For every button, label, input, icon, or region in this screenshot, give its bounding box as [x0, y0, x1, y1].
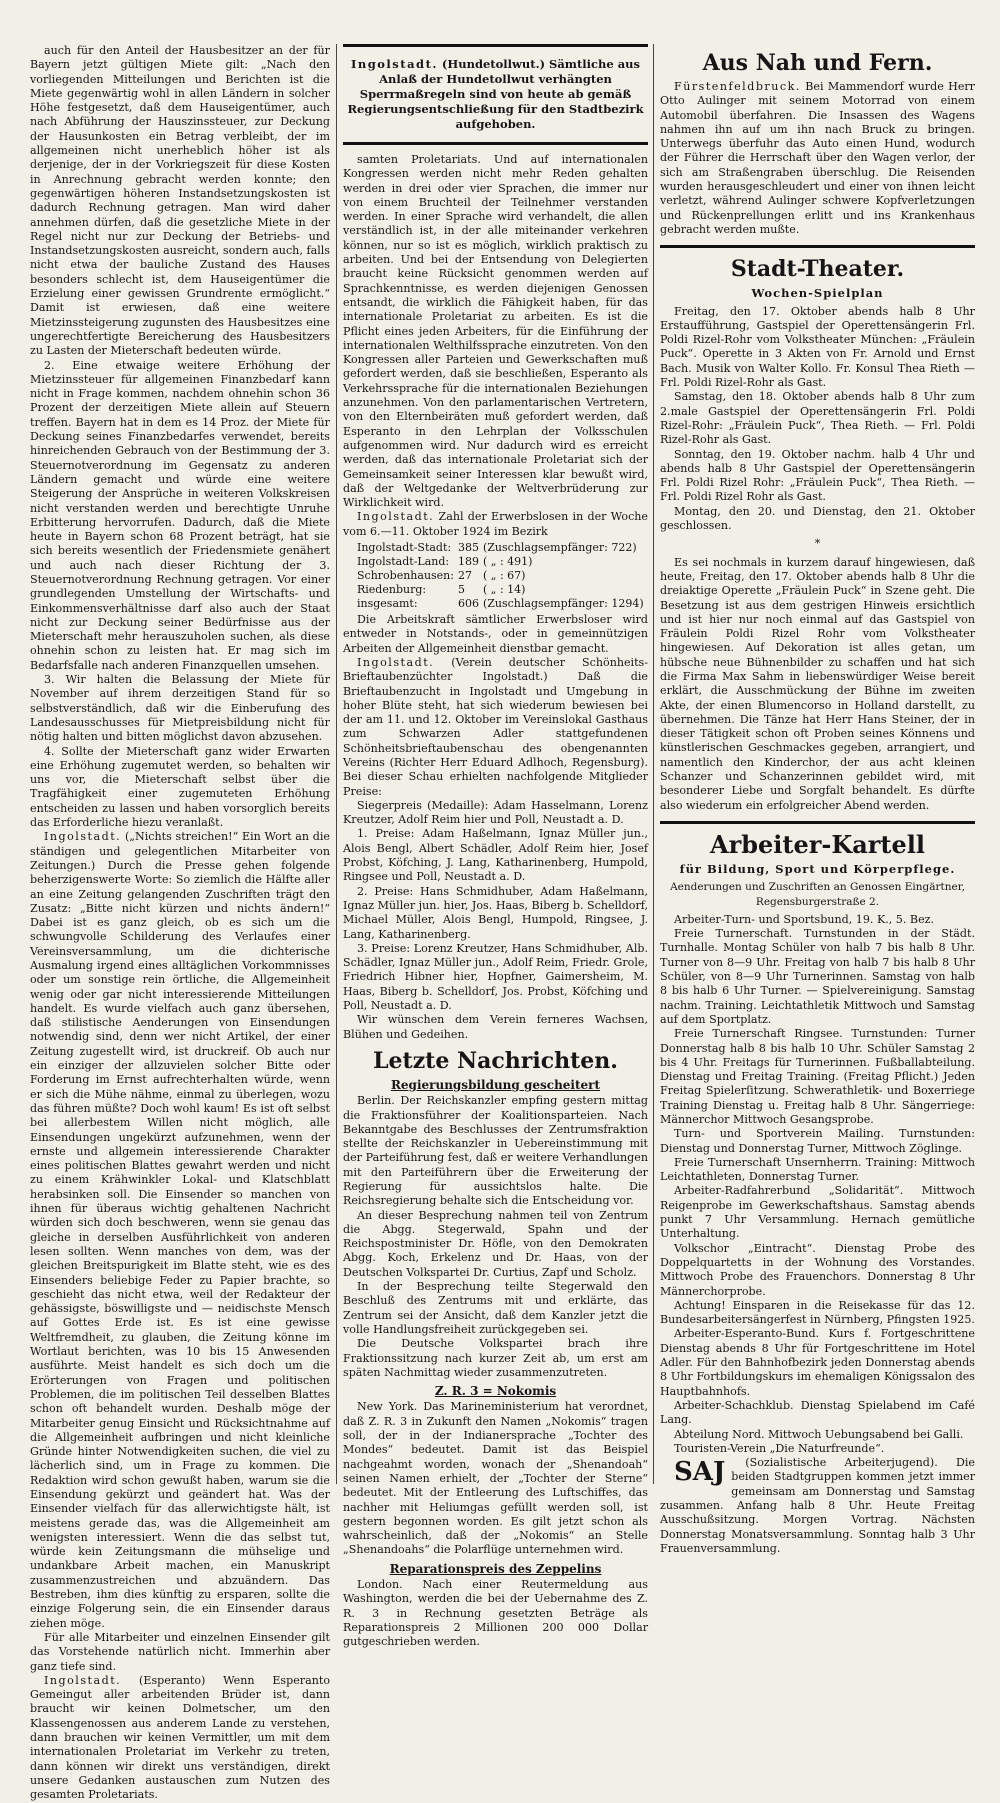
list-item: Achtung! Einsparen in die Reisekasse für das 12. Bundesarbeitersängerfest in Nürnberg, Pfingsten 1925.	[660, 1298, 975, 1327]
column-rule	[336, 44, 337, 1484]
headline-reparationspreis: Reparationspreis des Zeppelins	[389, 1561, 602, 1576]
article-esperanto: Ingolstadt. (Esperanto) Wenn Esperanto Gemeingut aller arbeitenden Brüder ist, dann braucht wir keinen Dolmetscher, um den Klassengenossen aus anderem Lande zu verstehen, dann brauchen wir keinen Vermittler, um mit dem internationalen Proletariat im Verkehr zu treten, dann können wir direkt uns verständigen, direkt unsere Gedanken austauschen zum Nutzen des gesamten Proletariats.	[30, 1673, 330, 1802]
table-row: Schrobenhausen: 27 ( „ : 67)	[357, 569, 526, 583]
article-brieftauben: Ingolstadt. (Verein deutscher Schönheits-Brieftaubenzüchter Ingolstadt.) Daß die Brieftaubenzucht in Ingolstadt und Umgebung in hoher Blüte steht, hat sich wiederum bewiesen bei der am 11. und 12. Oktober im Vereinslokal Gasthaus zum Schwarzen Adler stattgefundenen Schönheitsbrieftaubenschau des obengenannten Vereins (Richter Herr Eduard Adlhoch, Regensburg). Bei dieser Schau erhielten nachfolgende Mitglieder Preise:	[343, 655, 648, 798]
column-right	[660, 44, 975, 1555]
section-title-arbeiter-kartell: Arbeiter-Kartell	[709, 829, 926, 859]
dateline: Ingolstadt.	[357, 655, 435, 669]
article-paragraph: 1. Preise: Adam Haßelmann, Ignaz Müller jun., Alois Bengl, Albert Schädler, Adolf Reim hier, Josef Probst, Köfching, J. Lang, Katharinenberg, Humpold, Ringsee und Poll, Neustadt a. D.	[343, 827, 648, 884]
list-item: Arbeiter-Esperanto-Bund. Kurs f. Fortgeschrittene Dienstag abends 8 Uhr für Fortgeschrittene im Hotel Adler. Für den Bahnhofbezirk jeden Donnerstag abends 8 Uhr Fortbildungskurs im ehemaligen Königssalon des Hauptbahnhofs.	[660, 1327, 975, 1398]
article-paragraph: New York. Das Marineministerium hat verordnet, daß Z. R. 3 in Zukunft den Namen „Nokomis“ tragen soll, der in der Indianersprache „Tochter des Mondes“ bedeutet. Damit ist das Beispiel nachgeahmt worden, wonach der „Shenandoah“ seinen Namen erhielt, der „Tochter der Sterne“ bedeutet. Mit der Entleerung des Luftschiffes, das nachher mit Heliumgas gefüllt werden soll, ist gestern begonnen worden. Es gilt jetzt schon als wahrscheinlich, daß der „Nokomis“ an Stelle „Shenandoahs“ die Polarflüge unternehmen wird.	[343, 1400, 648, 1557]
list-item: Arbeiter-Radfahrerbund „Solidarität“. Mittwoch Reigenprobe im Gewerkschaftshaus. Samstag abends punkt 7 Uhr Versammlung. Hernach gemütliche Unterhaltung.	[660, 1184, 975, 1241]
notice-hundetollwut: Ingolstadt. (Hundetollwut.) Sämtliche aus Anlaß der Hundetollwut verhängten Sperrmaßregeln sind von heute ab gemäß Regierungsentschließung für den Stadtbezirk aufgehoben.	[343, 44, 648, 145]
article-paragraph: samten Proletariats. Und auf internationalen Kongressen werden nicht mehr Reden gehalten werden in drei oder vier Sprachen, die immer nur von einem Bruchteil der Teilnehmer verstanden werden. In einer Sprache wird verhandelt, die allen verständlich ist, in der alle miteinander verkehren können, nur so ist es möglich, wirklich praktisch zu arbeiten. Und bei der Entsendung von Delegierten braucht keine Rücksicht genommen werden auf Sprachkenntnisse, es werden diejenigen Genossen entsandt, die wirklich die Fähigkeit haben, für das internationale Proletariat zu arbeiten. Es ist die Pflicht eines jeden Arbeiters, für die Einführung der internationalen Welthilfssprache einzutreten. Von den Kongressen aller Parteien und Gewerkschaften muß gefordert werden, daß sie beschließen, Esperanto als Verkehrssprache für die internationalen Beziehungen anzunehmen. Von den parlamentarischen Vertretern, von den Elternbeiräten muß gefordert werden, daß Esperanto in den Lehrplan der Volksschulen aufgenommen wird. Nur dadurch wird es erreicht werden, daß das internationale Proletariat sich der Gemeinsamkeit seiner Interessen klar bewußt wird, daß der Weltgedanke der Weltverbrüderung zur Wirklichkeit wird.	[343, 153, 648, 510]
article-nichts-streichen: Ingolstadt. („Nichts streichen!“ Ein Wort an die ständigen und gelegentlichen Mitarbeiter von Zeitungen.) Durch die Presse gehen folgende beherzigenswerte Worte: So ziemlich die Hälfte aller an eine Zeitung gelangenden Zuschriften trägt den Zusatz: „Bitte nicht kürzen und nichts ändern!“ Dabei ist es ganz gleich, ob es sich um die schwungvolle Schilderung des Verlaufes einer Vereinsversammlung, um die dichterische Ausmalung irgend eines alltäglichen Vorkommnisses oder um sonstige rein örtliche, die Allgemeinheit wenig oder gar nicht interessierende Mitteilungen handelt. Es wurde vielfach auch ganz übersehen, daß stilistische Aenderungen von Einsendungen notwendig sind, denn wer nicht Artikel, der einer Zeitung zugestellt wird, ist druckreif. Ob auch nur ein einziger der allzuvielen solcher Bitte oder Forderung im Ernst aufrechterhalten würde, wenn er sich die Mühe nähme, einmal zu überlegen, wozu das führen müßte? Doch wohl kaum! Es ist oft selbst bei allerbestem Willen nicht möglich, alle Einsendungen ungekürzt aufzunehmen, wenn der ernste und allgemein interessierende Charakter eines politischen Blattes gewahrt werden und nicht zu einem Krähwinkler Lokal- und Klatschblatt herabsinken soll. Die Einsender so manchen von ihnen für überaus wichtig gehaltenen Nachricht würden sich doch beschweren, wenn sie genau das gleiche in derselben Ausführlichkeit von anderen lesen sollten. Wenn manches von dem, was der gleichen Breitspurigkeit im Blatte steht, wie es des Einsenders beliebige Feder zu Papier brachte, so geschieht das nicht etwa, weil der Redakteur der gehässigste, böswilligste und — neidischste Mensch auf Gottes Erde ist. Es ist eine gewisse Weltfremdheit, zu glauben, die Zeitung könne im Wortlaut berichten, was 10 bis 15 Anwesenden ausführte. Meist handelt es sich doch um die Erörterungen von Fragen und politischen Problemen, die im politischen Teil desselben Blattes schon oft behandelt wurden. Deshalb möge der Mitarbeiter genug Einsicht und Rücksichtnahme auf die Allgemeinheit aufbringen und nicht kleinliche Gründe hinter Notwendigkeiten suchen, die viel zu lächerlich sind, um in Frage zu kommen. Die Redaktion wird schon gewußt haben, warum sie die Einsendung gekürzt und geändert hat. Was der Einsender vielfach für das allerwichtigste hält, ist meistens gerade das, was die Allgemeinheit am wenigsten interessiert. Wenn die das selbst tut, würde kein Zeitungsmann die mühselige und undankbare Arbeit machen, ein Manuskript zusammenzustreichen und abzuändern. Das Bestreben, ihm dies künftig zu ersparen, sollte die einzige Folgerung sein, die ein Einsender daraus ziehen möge.	[30, 830, 330, 1630]
list-item: Abteilung Nord. Mittwoch Uebungsabend bei Galli.	[674, 1427, 964, 1441]
article-paragraph: 2. Eine etwaige weitere Erhöhung der Mietzinssteuer für allgemeinen Finanzbedarf kann nicht in Frage kommen, nachdem ohnehin schon 36 Prozent der derzeitigen Miete allein auf Steuern treffen. Bayern hat in dem es 14 Proz. der Miete für Deckung seines Finanzbedarfes verwendet, bereits hinreichenden Gebrauch von der Bestimmung der 3. Steuernotverordnung im Gegensatz zu anderen Ländern gemacht und würde eine weitere Steigerung der Ansprüche in weiteren Volkskreisen nicht verstanden werden und berechtigte Unruhe Erbitterung hervorrufen. Dadurch, daß die Miete heute in Bayern schon 68 Prozent beträgt, hat sie sich bereits wesentlich der Friedensmiete genähert und auch nach dieser Richtung der 3. Steuernotverordnung Rechnung getragen. Vor einer grundlegenden Umstellung der Wirtschafts- und Einkommensverhältnisse darf also auch der Staat nicht zur Deckung seiner Bedürfnisse aus der Mieterschaft mehr herauszuholen suchen, als diese ohnehin schon zu leisten hat. Er mag sich im Bedarfsfalle nach anderen Finanzquellen umsehen.	[30, 358, 330, 672]
list-item: Freie Turnerschaft Unsernherrn. Training: Mittwoch Leichtathleten, Donnerstag Turner.	[660, 1155, 975, 1184]
table-row: Ingolstadt-Stadt: 385 (Zuschlagsempfänger: 722)	[357, 541, 637, 555]
section-title-letzte-nachrichten: Letzte Nachrichten.	[373, 1047, 618, 1074]
article-paragraph: Die Deutsche Volkspartei brach ihre Fraktionssitzung nach kurzer Zeit ab, um erst am späten Nachmittag wieder zusammenzutreten.	[343, 1337, 648, 1379]
article-paragraph: Wir wünschen dem Verein ferneres Wachsen, Blühen und Gedeihen.	[343, 1013, 648, 1041]
schedule-entry: Samstag, den 18. Oktober abends halb 8 Uhr zum 2.male Gastspiel der Operettensängerin Frl. Poldi Rizel-Rohr: „Fräulein Puck“, Thea Rieth. — Frl. Poldi Rizel-Rohr als Gast.	[660, 390, 975, 447]
article-paragraph: Siegerpreis (Medaille): Adam Hasselmann, Lorenz Kreutzer, Adolf Reim hier und Poll, Neustadt a. D.	[343, 798, 648, 827]
column-middle	[343, 44, 648, 1649]
list-item-saj: SAJ (Sozialistische Arbeiterjugend). Die beiden Stadtgruppen kommen jetzt immer gemeinsam am Donnerstag und Samstag zusammen. Anfang halb 8 Uhr. Heute Freitag Ausschußsitzung. Morgen Vortrag. Nächsten Donnerstag Monatsversammlung. Sonntag halb 3 Uhr Frauenversammlung.	[660, 1456, 975, 1555]
section-divider	[660, 245, 975, 248]
saj-logo: SAJ	[674, 1457, 726, 1488]
article-paragraph: 3. Wir halten die Belassung der Miete für November auf ihrem derzeitigen Stand für so selbstverständlich, daß wir die Einberufung des Landesausschusses für Mietpreisbildung nicht für nötig halten und bitten möglichst davon abzusehen.	[30, 673, 330, 744]
article-paragraph: Es sei nochmals in kurzem darauf hingewiesen, daß heute, Freitag, den 17. Oktober abends halb 8 Uhr die dreiaktige Operette „Fräulein Puck“ in Szene geht. Die Besetzung ist aus dem gestrigen Hinweis ersichtlich und ist hier nur noch einmal auf das Gastspiel von Fräulein Poldi Rizel Rohr vom Volkstheater hingewiesen. Auf Dekoration ist alles getan, um hübsche neue Bühnenbilder zu schaffen und hat sich die Firma Max Sahm in liebenswürdiger Weise bereit erklärt, die Ausschmückung der Bühne im zweiten Akte, der einen Blumencorso in Holland darstellt, zu übernehmen. Die Tänze hat Herr Hans Steiner, der in dieser Tätigkeit schon oft Proben seines Könnens und künstlerischen Geschmackes gegeben, arrangiert, und namentlich den Kinderchor, der aus acht kleinen Schanzer und Schanzerinnen gebildet wird, mit besonderer Liebe und Sorgfalt behandelt. Es dürfte also wiederum ein erfolgreicher Abend werden.	[660, 555, 975, 812]
article-erwerbslose: Ingolstadt. Zahl der Erwerbslosen in der Woche vom 6.—11. Oktober 1924 im Bezirk	[343, 510, 648, 538]
section-title-aus-nah-und-fern: Aus Nah und Fern.	[702, 50, 933, 76]
table-row: Riedenburg: 5 ( „ : 14)	[357, 583, 526, 597]
article-paragraph: Für alle Mitarbeiter und einzelnen Einsender gilt das Vorstehende natürlich nicht. Immerhin aber ganz tiefe sind.	[30, 1630, 330, 1673]
list-item: Volkschor „Eintracht“. Dienstag Probe des Doppelquartetts in der Wohnung des Vorstandes. Mittwoch Probe des Frauenchors. Donnerstag 8 Uhr Männerchorprobe.	[660, 1241, 975, 1298]
dateline: Ingolstadt.	[44, 1673, 122, 1687]
headline-zr3-nokomis: Z. R. 3 = Nokomis	[434, 1384, 557, 1399]
list-item: Turn- und Sportverein Mailing. Turnstunden: Dienstag und Donnerstag Turner, Mittwoch Zöglinge.	[660, 1127, 975, 1155]
article-paragraph: In der Besprechung teilte Stegerwald den Beschluß des Zentrums mit und erklärte, das Zentrum sei der Ansicht, daß dem Kanzler jetzt die volle Handlungsfreiheit zurückgegeben sei.	[343, 1280, 648, 1336]
schedule-entry: Sonntag, den 19. Oktober nachm. halb 4 Uhr und abends halb 8 Uhr Gastspiel der Operettensängerin Frl. Poldi Rizel Rohr: „Fräulein Puck“, Thea Rieth. — Frl. Poldi Rizel Rohr als Gast.	[660, 447, 975, 504]
article-fuerstenfeldbruck: Fürstenfeldbruck. Bei Mammendorf wurde Herr Otto Aulinger mit seinem Motorrad von einem Automobil überfahren. Die Insassen des Wagens nahmen ihn auf um ihn nach Bruck zu bringen. Unterwegs überfuhr das Auto einen Hund, wodurch der Führer die Herrschaft über den Wagen verlor, der sich am Straßengraben überschlug. Die Reisenden wurden herausgeschleudert und einer von ihnen leicht verletzt, während Aulinger schwere Kopfverletzungen und Rückenprellungen erlitt und ins Krankenhaus gebracht werden mußte.	[660, 80, 975, 236]
section-divider	[660, 821, 975, 824]
table-row: Ingolstadt-Land: 189 ( „ : 491)	[357, 555, 533, 569]
article-paragraph: Berlin. Der Reichskanzler empfing gestern mittag die Fraktionsführer der Koalitionsparteien. Nach Bekanntgabe des Beschlusses der Zentrumsfraktion stellte der Reichskanzler in Uebereinstimmung mit der Parteiführung fest, daß er weitere Verhandlungen mit den Parteiführern über die Erweiterung der Regierung für aussichtslos halte. Die Reichsregierung behalte sich die Entscheidung vor.	[343, 1094, 648, 1208]
section-title-stadt-theater: Stadt-Theater.	[730, 256, 905, 283]
list-item: Arbeiter-Schachklub. Dienstag Spielabend im Café Lang.	[660, 1398, 975, 1427]
headline-regierungsbildung: Regierungsbildung gescheitert	[390, 1077, 601, 1092]
article-paragraph: 4. Sollte der Mieterschaft ganz wider Erwarten eine Erhöhung zugemutet werden, so behalten wir uns vor, die Mieterschaft selbst über die Tragfähigkeit einer zugemuteten Erhöhung entscheiden zu lassen und haben vorsorglich bereits das Erforderliche hiezu veranlaßt.	[30, 744, 330, 830]
column-left	[30, 44, 330, 1802]
list-item: Freie Turnerschaft Ringsee. Turnstunden: Turner Donnerstag halb 8 bis halb 10 Uhr. Schüler Samstag 2 bis 4 Uhr. Freitags für Turnerinnen. Fußballabteilung. Dienstag und Freitag Training. (Freitag Pflicht.) Jeden Freitag Spielerſitzung. Schwerathletik- und Boxerriege Training Dienstag u. Freitag halb 8 Uhr. Sängerriege: Männerchor Mittwoch Gesangsprobe.	[660, 1027, 975, 1126]
schedule-entry: Montag, den 20. und Dienstag, den 21. Oktober geschlossen.	[660, 504, 975, 533]
article-paragraph: 3. Preise: Lorenz Kreutzer, Hans Schmidhuber, Alb. Schädler, Ignaz Müller jun., Adolf Reim, Friedr. Grole, Friedrich Hibner hier, Hopfner, Gaimersheim, M. Haas, Biberg b. Schelldorf, Jos. Probst, Köfching und Poll, Neustadt a. D.	[343, 941, 648, 1013]
list-item: Freie Turnerschaft. Turnstunden in der Städt. Turnhalle. Montag Schüler von halb 7 bis halb 8 Uhr. Turner von 8—9 Uhr. Freitag von halb 7 bis halb 8 Uhr Schüler, von 8—9 Uhr Turnerinnen. Samstag von halb 8 bis halb 6 Uhr Turner. — Spielvereinigung. Samstag nachm. Training. Leichtathletik Mittwoch und Samstag auf dem Sportplatz.	[660, 927, 975, 1026]
schedule-entry: Freitag, den 17. Oktober abends halb 8 Uhr Erstaufführung, Gastspiel der Operettensängerin Frl. Poldi Rizel-Rohr vom Volkstheater München: „Fräulein Puck“. Operette in 3 Akten von Fr. Arnold und Ernst Bach. Musik von Walter Kollo. Fr. Konsul Thea Rieth — Frl. Poldi Rizel-Rohr als Gast.	[660, 304, 975, 390]
subtitle-kartell: für Bildung, Sport und Körperpflege.	[679, 861, 956, 876]
dateline: Ingolstadt.	[357, 510, 435, 524]
article-paragraph: An dieser Besprechung nahmen teil von Zentrum die Abgg. Stegerwald, Spahn und der Reichspostminister Dr. Höfle, von den Demokraten Abgg. Koch, Erkelenz und Dr. Haas, von der Deutschen Volkspartei Dr. Curtius, Zapf und Scholz.	[343, 1208, 648, 1279]
subtitle-wochen-spielplan: Wochen-Spielplan	[751, 286, 884, 301]
unemployment-table	[357, 541, 648, 611]
kartell-note: Aenderungen und Zuschriften an Genossen Eingärtner, Regensburgerstraße 2.	[670, 881, 965, 908]
column-rule	[653, 44, 654, 1484]
article-paragraph: auch für den Anteil der Hausbesitzer an der für Bayern jetzt gültigen Miete gilt: „Nach den vorliegenden Mitteilungen und Berichten ist die Miete gegenwärtig wohl in allen Ländern in solcher Höhe festgesetzt, daß dem Hauseigentümer, auch nach Abführung der Hauszinssteuer, zur Deckung der Hausunkosten ein Betrag verbleibt, der im allgemeinen nicht unerheblich höher ist als derjenige, der in der Vorkriegszeit für diese Kosten in Anrechnung gebracht werden konnte; den gegenwärtigen höheren Instandsetzungskosten ist dadurch Rechnung getragen. Man wird daher annehmen dürfen, daß die gesetzliche Miete in der Regel nicht nur zur Deckung der Betriebs- und Instandsetzungskosten ausreicht, sondern auch, falls nicht etwa der bauliche Zustand des Hauses besonders schlecht ist, dem Hauseigentümer die Erzielung einer gewissen Grundrente ermöglicht.“ Damit ist erwiesen, daß eine weitere Mietzinssteigerung zugunsten des Hausbesitzes eine ungerechtfertigte Bereicherung des Hausbesitzers zu Lasten der Mieterschaft bedeuten würde.	[30, 44, 330, 358]
separator-star: *	[814, 537, 821, 551]
article-paragraph: 2. Preise: Hans Schmidhuber, Adam Haßelmann, Ignaz Müller jun. hier, Jos. Haas, Biberg b. Schelldorf, Michael Müller, Alois Bengl, Humpold, Ringsee, J. Lang, Katharinenberg.	[343, 884, 648, 941]
article-paragraph: Die Arbeitskraft sämtlicher Erwerbsloser wird entweder in Notstands-, oder in gemeinnützigen Arbeiten der Allgemeinheit dienstbar gemacht.	[343, 613, 648, 655]
article-paragraph: London. Nach einer Reutermeldung aus Washington, werden die bei der Uebernahme des Z. R. 3 in Rechnung gesetzten Beträge als Reparationspreis 2 Millionen 200 000 Dollar gutgeschrieben werden.	[343, 1578, 648, 1649]
list-item: Arbeiter-Turn- und Sportsbund, 19. K., 5. Bez.	[674, 912, 935, 926]
table-row: insgesamt: 606 (Zuschlagsempfänger: 1294)	[357, 597, 644, 611]
list-item: Touristen-Verein „Die Naturfreunde“.	[674, 1441, 885, 1455]
dateline: Ingolstadt.	[44, 830, 122, 844]
dateline: Fürstenfeldbruck.	[674, 80, 801, 93]
